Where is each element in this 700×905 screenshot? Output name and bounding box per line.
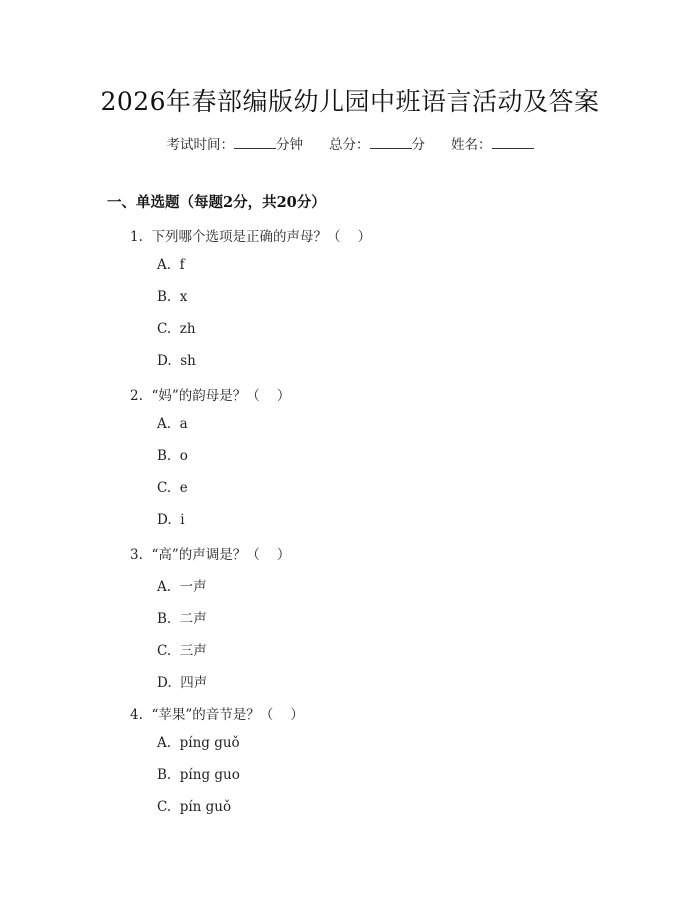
option-item[interactable]: D. 四声 [157, 675, 208, 691]
option-item[interactable]: A. a [157, 416, 188, 432]
score-blank[interactable] [370, 134, 412, 149]
exam-meta-line [0, 133, 700, 153]
question-stem: 2. “妈”的韵母是？（ ） [130, 388, 291, 404]
option-item[interactable]: A. píng guǒ [157, 735, 240, 751]
question-stem: 1. 下列哪个选项是正确的声母？（ ） [130, 229, 372, 245]
option-item[interactable]: B. o [157, 448, 188, 464]
time-unit: 分钟 [276, 137, 303, 153]
name-label: 姓名： [451, 137, 492, 153]
option-item[interactable]: B. píng guo [157, 767, 240, 783]
time-label: 考试时间： [166, 137, 234, 153]
option-item[interactable]: D. i [157, 512, 185, 528]
option-item[interactable]: B. x [157, 289, 188, 305]
score-label: 总分： [329, 137, 370, 153]
name-blank[interactable] [492, 134, 534, 149]
time-blank[interactable] [234, 134, 276, 149]
option-item[interactable]: C. zh [157, 321, 196, 337]
option-item[interactable]: A. f [157, 257, 185, 273]
option-item[interactable]: C. e [157, 480, 188, 496]
section-heading: 一、单选题（每题2分，共20分） [107, 194, 326, 211]
option-item[interactable]: C. 三声 [157, 643, 207, 659]
option-item[interactable]: D. sh [157, 353, 196, 369]
score-unit: 分 [411, 137, 425, 153]
page-title: 2026年春部编版幼儿园中班语言活动及答案 [100, 87, 600, 116]
question-stem: 3. “高”的声调是？（ ） [130, 547, 291, 563]
option-item[interactable]: C. pín guǒ [157, 799, 232, 815]
option-item[interactable]: A. 一声 [157, 579, 207, 595]
question-stem: 4. “苹果”的音节是？（ ） [130, 707, 304, 723]
option-item[interactable]: B. 二声 [157, 611, 207, 627]
